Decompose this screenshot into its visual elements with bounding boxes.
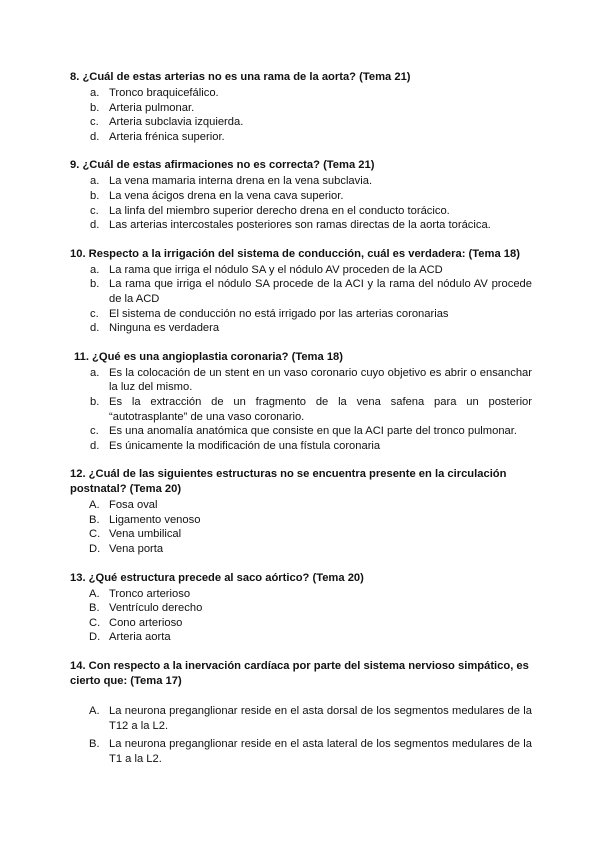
option-text: La neurona preganglionar reside en el asta lateral de los segmentos medulares de la T1 a la L2. — [109, 738, 532, 765]
option-item — [70, 115, 532, 130]
option-label: d. — [90, 219, 100, 232]
question-title: 14. Con respecto a la inervación cardíaca por parte del sistema nervioso simpático, es cierto que: (Tema 17) — [70, 660, 529, 688]
option-label: a. — [90, 263, 100, 276]
option-label: d. — [90, 322, 100, 335]
option-text: Cono arterioso — [109, 616, 183, 629]
option-text: Tronco braquicefálico. — [109, 87, 219, 99]
question-title: 8. ¿Cuál de estas arterias no es una rama de la aorta? (Tema 21) — [70, 71, 411, 83]
option-item — [70, 321, 532, 336]
option-label: d. — [90, 439, 100, 452]
option-label: A. — [89, 705, 100, 718]
option-text: Las arterias intercostales posteriores son ramas directas de la aorta torácica. — [109, 219, 491, 232]
question-14 — [70, 659, 532, 766]
option-label: a. — [90, 87, 100, 99]
option-label: D. — [89, 543, 101, 556]
option-text: Arteria frénica superior. — [109, 130, 225, 143]
option-list — [70, 498, 532, 556]
question-title: 12. ¿Cuál de las siguientes estructuras no se encuentra presente en la circulación postnatal? (Tema 20) — [70, 468, 507, 496]
option-label: A. — [89, 587, 100, 600]
question-title: 11. ¿Qué es una angioplastia coronaria? (Tema 18) — [74, 350, 343, 363]
option-item — [70, 101, 532, 116]
option-list — [70, 174, 532, 232]
option-label: C. — [89, 616, 101, 629]
question-10 — [70, 247, 532, 336]
option-label: a. — [90, 366, 100, 379]
option-text: La rama que irriga el nódulo SA procede de la ACI y la rama del nódulo AV procede de la ACD — [109, 278, 532, 305]
option-label: c. — [90, 307, 99, 320]
option-item — [70, 189, 532, 204]
option-label: a. — [90, 175, 100, 188]
option-text: Fosa oval — [109, 499, 158, 512]
option-item — [70, 601, 532, 616]
option-label: B. — [89, 738, 100, 751]
question-9 — [70, 158, 532, 232]
option-text: Arteria pulmonar. — [109, 101, 195, 114]
option-item — [70, 204, 532, 219]
option-item — [70, 277, 532, 306]
option-item — [70, 174, 532, 189]
option-item — [70, 513, 532, 528]
option-label: C. — [89, 528, 101, 541]
question-title: 10. Respecto a la irrigación del sistema de conducción, cuál es verdadera: (Tema 18) — [70, 247, 520, 260]
option-text: Es una anomalía anatómica que consiste en que la ACI parte del tronco pulmonar. — [109, 425, 517, 438]
option-text: Vena porta — [109, 543, 164, 556]
option-text: Arteria subclavia izquierda. — [109, 116, 244, 129]
option-label: B. — [89, 513, 100, 526]
option-label: b. — [90, 189, 100, 202]
option-list — [70, 704, 532, 766]
option-item — [70, 616, 532, 631]
option-label: d. — [90, 130, 100, 143]
option-item — [70, 542, 532, 557]
option-item — [70, 366, 532, 395]
option-item — [70, 439, 532, 454]
option-item — [70, 630, 532, 645]
option-label: D. — [89, 631, 101, 644]
option-item — [70, 86, 532, 101]
option-list — [70, 263, 532, 336]
option-text: Arteria aorta — [109, 631, 171, 644]
option-text: La vena ácigos drena en la vena cava superior. — [109, 189, 344, 202]
option-label: c. — [90, 204, 99, 217]
option-text: El sistema de conducción no está irrigado por las arterias coronarias — [109, 307, 449, 320]
question-12 — [70, 467, 532, 556]
option-text: Ligamento venoso — [109, 513, 201, 526]
option-text: Es únicamente la modificación de una fístula coronaria — [109, 439, 381, 452]
option-item — [70, 527, 532, 542]
option-text: La linfa del miembro superior derecho drena en el conducto torácico. — [109, 204, 450, 217]
option-label: c. — [90, 116, 99, 129]
option-item — [70, 130, 532, 145]
option-label: B. — [89, 602, 100, 615]
option-text: La vena mamaria interna drena en la vena subclavia. — [109, 175, 373, 188]
question-title: 13. ¿Qué estructura precede al saco aórtico? (Tema 20) — [70, 571, 364, 584]
option-label: A. — [89, 499, 100, 512]
option-list — [70, 366, 532, 454]
option-list — [70, 587, 532, 645]
option-item — [70, 424, 532, 439]
question-11 — [70, 350, 532, 454]
question-title: 9. ¿Cuál de estas afirmaciones no es correcta? (Tema 21) — [70, 159, 375, 172]
option-text: Ninguna es verdadera — [109, 322, 220, 335]
option-item — [70, 737, 532, 766]
option-text: Es la extracción de un fragmento de la vena safena para un posterior “autotrasplante” de una vaso coronario. — [109, 395, 532, 423]
option-label: b. — [90, 101, 100, 114]
option-item — [70, 263, 532, 278]
question-8 — [70, 70, 532, 144]
option-item — [70, 307, 532, 322]
option-label: c. — [90, 425, 99, 438]
option-text: Vena umbilical — [109, 528, 182, 541]
option-list — [70, 86, 532, 144]
option-text: La rama que irriga el nódulo SA y el nódulo AV proceden de la ACD — [109, 263, 443, 276]
option-item — [70, 587, 532, 602]
option-text: Ventrículo derecho — [109, 602, 203, 615]
option-text: Tronco arterioso — [109, 587, 191, 600]
option-label: b. — [90, 395, 100, 408]
option-text: Es la colocación de un stent en un vaso coronario cuyo objetivo es abrir o ensanchar la luz del mismo. — [109, 366, 532, 394]
option-text: La neurona preganglionar reside en el asta dorsal de los segmentos medulares de la T12 a la L2. — [109, 705, 532, 732]
option-item — [70, 704, 532, 733]
option-label: b. — [90, 278, 100, 291]
option-item — [70, 498, 532, 513]
question-13 — [70, 571, 532, 645]
option-item — [70, 218, 532, 233]
option-item — [70, 395, 532, 424]
